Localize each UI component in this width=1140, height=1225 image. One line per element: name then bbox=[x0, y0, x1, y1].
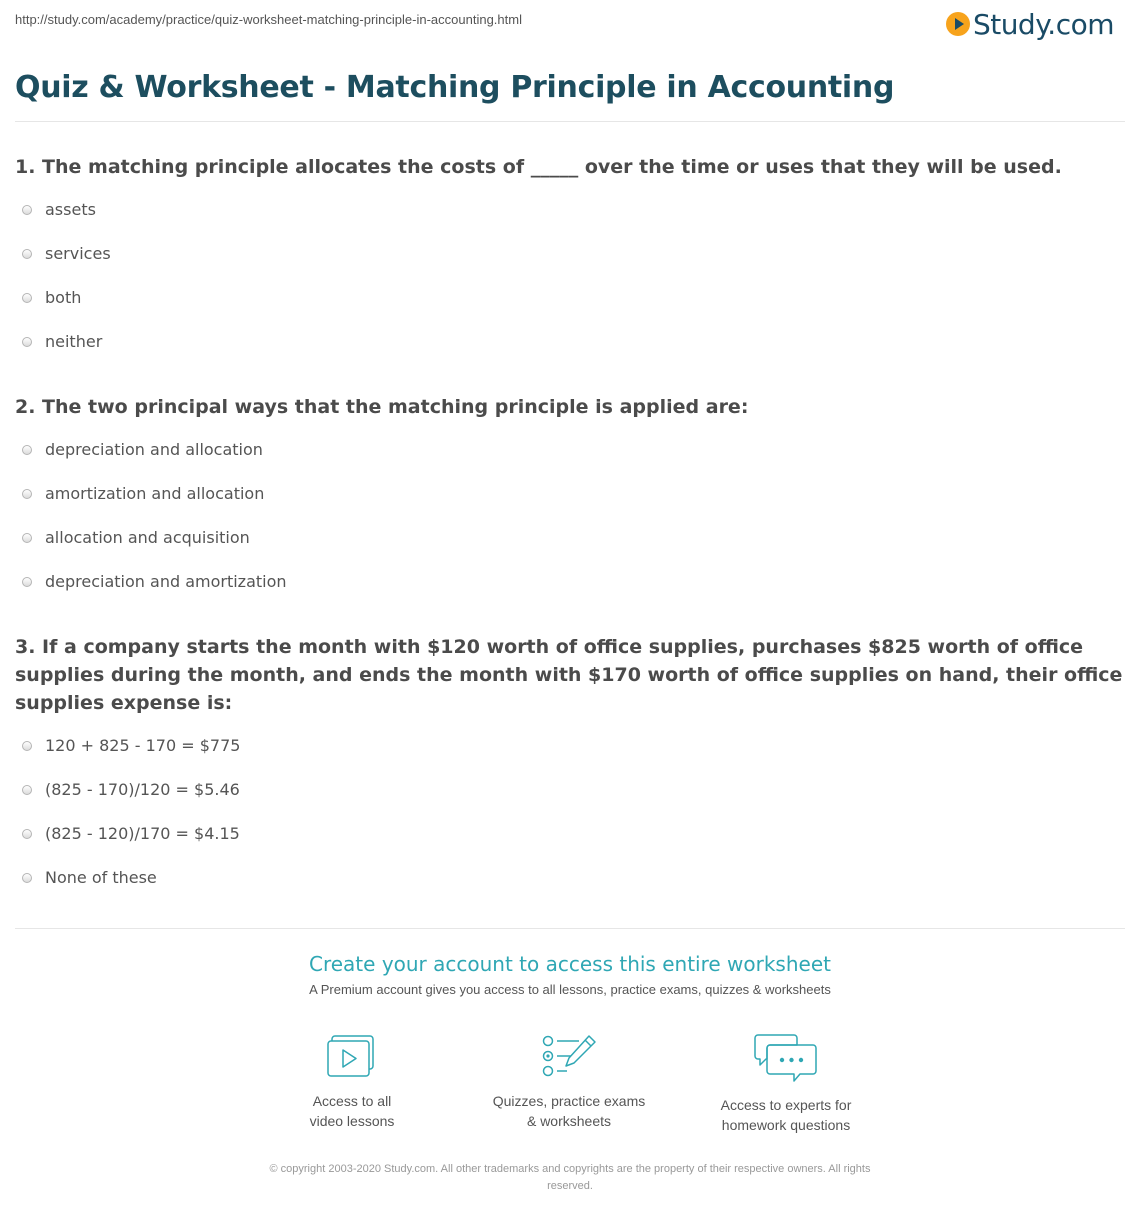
answer-text: depreciation and amortization bbox=[45, 572, 287, 591]
radio-button[interactable] bbox=[22, 741, 32, 751]
answer-text: None of these bbox=[45, 868, 157, 887]
answer-option[interactable] bbox=[22, 244, 111, 263]
study-logo[interactable] bbox=[946, 6, 1114, 42]
question-2: 2. The two principal ways that the matching principle is applied are: bbox=[15, 396, 749, 418]
answer-option[interactable] bbox=[22, 332, 102, 351]
answer-text: amortization and allocation bbox=[45, 484, 265, 503]
radio-button[interactable] bbox=[22, 577, 32, 587]
radio-button[interactable] bbox=[22, 489, 32, 499]
answer-text: depreciation and allocation bbox=[45, 440, 263, 459]
copyright-line: © copyright 2003-2020 Study.com. All other trademarks and copyrights are the property of their respective owners. All rights bbox=[269, 1163, 871, 1175]
radio-button[interactable] bbox=[22, 533, 32, 543]
answer-option[interactable] bbox=[22, 736, 240, 755]
answer-text: (825 - 120)/170 = $4.15 bbox=[45, 824, 240, 843]
radio-button[interactable] bbox=[22, 293, 32, 303]
divider bbox=[15, 121, 1125, 122]
answer-option[interactable] bbox=[22, 440, 263, 459]
radio-button[interactable] bbox=[22, 829, 32, 839]
page-title: Quiz & Worksheet - Matching Principle in Accounting bbox=[15, 70, 895, 105]
quiz-checklist-icon bbox=[541, 1033, 597, 1079]
answer-text: both bbox=[45, 288, 82, 307]
radio-button[interactable] bbox=[22, 205, 32, 215]
question-1: 1. The matching principle allocates the costs of _____ over the time or uses that they will be used. bbox=[15, 156, 1062, 178]
answer-text: assets bbox=[45, 200, 96, 219]
radio-button[interactable] bbox=[22, 873, 32, 883]
answer-option[interactable] bbox=[22, 824, 240, 843]
divider bbox=[15, 928, 1125, 929]
logo-text: Study.com bbox=[972, 7, 1114, 41]
copyright-footer bbox=[215, 1161, 925, 1195]
answer-option[interactable] bbox=[22, 780, 240, 799]
answer-option[interactable] bbox=[22, 868, 157, 887]
feature-label: Access to all bbox=[312, 1093, 392, 1109]
answer-text: neither bbox=[45, 332, 103, 351]
question-3: 3. If a company starts the month with $120 worth of office supplies, purchases $825 worth of office supplies during the month, and ends the month with $170 worth of office supplies on hand, their office supplies expense is: bbox=[15, 636, 1123, 714]
chat-bubbles-icon bbox=[754, 1033, 818, 1083]
answer-option[interactable] bbox=[22, 200, 96, 219]
answer-text: 120 + 825 - 170 = $775 bbox=[45, 736, 241, 755]
feature-experts bbox=[686, 1033, 886, 1135]
answer-option[interactable] bbox=[22, 528, 250, 547]
feature-label: video lessons bbox=[309, 1113, 395, 1129]
feature-quizzes bbox=[469, 1033, 669, 1131]
feature-label: & worksheets bbox=[526, 1113, 612, 1129]
answer-text: allocation and acquisition bbox=[45, 528, 250, 547]
feature-label: Access to experts for bbox=[720, 1097, 852, 1113]
answer-text: services bbox=[45, 244, 111, 263]
premium-description: A Premium account gives you access to all lessons, practice exams, quizzes & worksheets bbox=[309, 982, 831, 997]
page-url: http://study.com/academy/practice/quiz-worksheet-matching-principle-in-accounting.html bbox=[15, 12, 522, 27]
feature-label: Quizzes, practice exams bbox=[492, 1093, 646, 1109]
feature-label: homework questions bbox=[721, 1117, 851, 1133]
radio-button[interactable] bbox=[22, 249, 32, 259]
answer-option[interactable] bbox=[22, 484, 264, 503]
answer-option[interactable] bbox=[22, 572, 287, 591]
answer-option[interactable] bbox=[22, 288, 81, 307]
radio-button[interactable] bbox=[22, 445, 32, 455]
play-circle-icon bbox=[946, 12, 970, 36]
create-account-link[interactable]: Create your account to access this entire worksheet bbox=[309, 952, 831, 976]
radio-button[interactable] bbox=[22, 785, 32, 795]
answer-text: (825 - 170)/120 = $5.46 bbox=[45, 780, 240, 799]
radio-button[interactable] bbox=[22, 337, 32, 347]
feature-video-lessons bbox=[252, 1033, 452, 1131]
copyright-line: reserved. bbox=[547, 1180, 593, 1192]
video-lessons-icon bbox=[326, 1033, 378, 1079]
